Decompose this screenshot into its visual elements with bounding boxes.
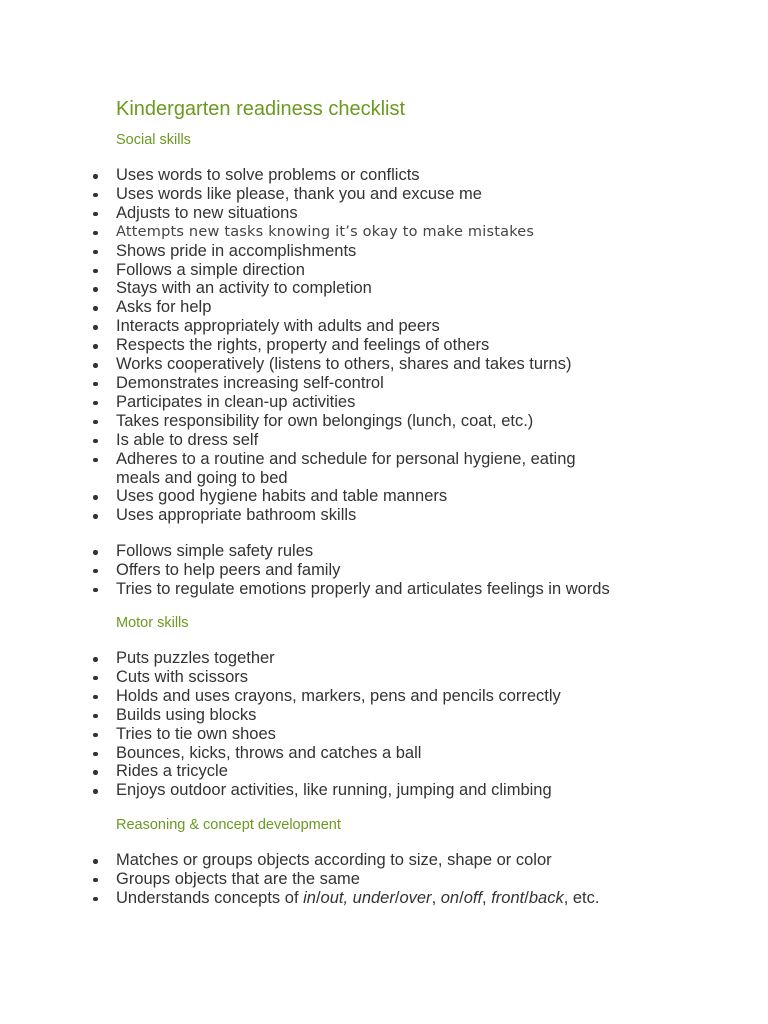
concept-back: back <box>528 888 564 907</box>
social-skills-list-2 <box>0 542 700 599</box>
list-item: Works cooperatively (listens to others, shares and takes turns) <box>0 355 700 374</box>
list-item: Is able to dress self <box>0 431 700 450</box>
list-item: Uses words to solve problems or conflicts <box>0 166 700 185</box>
list-item: Uses words like please, thank you and excuse me <box>0 185 700 204</box>
list-item: Groups objects that are the same <box>0 870 700 889</box>
list-item: Follows simple safety rules <box>0 542 700 561</box>
list-item: Stays with an activity to completion <box>0 279 700 298</box>
list-item: Demonstrates increasing self-control <box>0 374 700 393</box>
list-item: Rides a tricycle <box>0 762 700 781</box>
list-item: Asks for help <box>0 298 700 317</box>
page-title: Kindergarten readiness checklist <box>116 98 406 120</box>
list-item: Participates in clean-up activities <box>0 393 700 412</box>
list-item: Offers to help peers and family <box>0 561 700 580</box>
reasoning-list <box>0 851 700 908</box>
section-heading-social-skills: Social skills <box>116 132 191 148</box>
list-item: Follows a simple direction <box>0 261 700 280</box>
concepts-suffix: , etc. <box>563 888 600 907</box>
list-item: Bounces, kicks, throws and catches a ball <box>0 744 700 763</box>
concept-over: over <box>399 888 432 907</box>
list-item: Tries to regulate emotions properly and articulates feelings in words <box>0 580 700 599</box>
social-skills-list-1 <box>0 166 700 525</box>
list-item: Uses good hygiene habits and table manners <box>0 487 700 506</box>
concept-in: in <box>303 888 316 907</box>
list-item: Builds using blocks <box>0 706 700 725</box>
section-heading-motor-skills: Motor skills <box>116 615 189 631</box>
list-item: Attempts new tasks knowing it’s okay to make mistakes <box>0 223 700 242</box>
list-item: Matches or groups objects according to size, shape or color <box>0 851 700 870</box>
concept-off: off <box>463 888 483 907</box>
section-heading-reasoning: Reasoning & concept development <box>116 817 341 833</box>
list-item: Enjoys outdoor activities, like running, jumping and climbing <box>0 781 700 800</box>
list-item: Takes responsibility for own belongings (lunch, coat, etc.) <box>0 412 700 431</box>
list-item: Respects the rights, property and feelings of others <box>0 336 700 355</box>
list-item: Shows pride in accomplishments <box>0 242 700 261</box>
concepts-prefix: Understands concepts of <box>116 888 304 907</box>
list-item: Tries to tie own shoes <box>0 725 700 744</box>
list-item: Puts puzzles together <box>0 649 700 668</box>
concept-front: front <box>491 888 525 907</box>
list-item-concepts: Understands concepts of in/out, under/over, on/off, front/back, etc. <box>0 889 700 908</box>
concept-on: on <box>440 888 460 907</box>
list-item: Adheres to a routine and schedule for personal hygiene, eating meals and going to bed <box>0 450 616 488</box>
motor-skills-list <box>0 649 700 800</box>
list-item: Adjusts to new situations <box>0 204 700 223</box>
concept-under: under <box>352 888 395 907</box>
list-item: Uses appropriate bathroom skills <box>0 506 700 525</box>
list-item: Cuts with scissors <box>0 668 700 687</box>
list-item: Interacts appropriately with adults and peers <box>0 317 700 336</box>
list-item: Holds and uses crayons, markers, pens and pencils correctly <box>0 687 700 706</box>
concept-out: out <box>320 888 344 907</box>
